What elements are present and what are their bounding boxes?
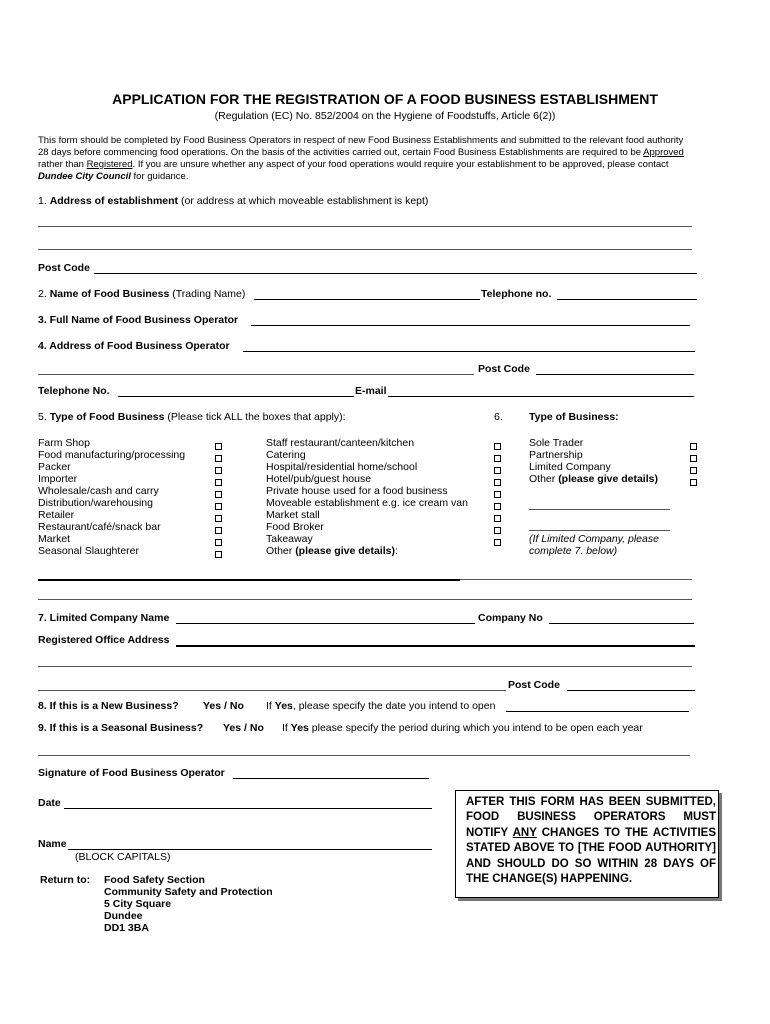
email-field[interactable]: [388, 396, 694, 397]
q2-label: 2. Name of Food Business (Trading Name): [38, 288, 246, 300]
company-name-field[interactable]: [176, 623, 475, 624]
q6-item-2: Limited Company: [529, 461, 611, 473]
q5-col2-checkbox[interactable]: [494, 443, 501, 450]
operator-address-line-2[interactable]: [38, 374, 474, 375]
q7-postcode-label: Post Code: [508, 679, 560, 691]
q5-col1-checkbox[interactable]: [215, 443, 222, 450]
q5-col2-checkbox[interactable]: [494, 539, 501, 546]
q5-col1-item-3: Importer: [38, 473, 78, 485]
q4-label: 4. Address of Food Business Operator: [38, 340, 230, 352]
signature-field[interactable]: [233, 778, 429, 779]
q6-number: 6.: [494, 411, 503, 423]
q5-col2-checkbox[interactable]: [494, 479, 501, 486]
q8-label: 8. If this is a New Business?: [38, 700, 179, 712]
q6-note-line-2: complete 7. below): [529, 545, 618, 557]
q5-col1-item-9: Seasonal Slaughterer: [38, 545, 139, 557]
q5-label: 5. Type of Food Business (Please tick ALL the boxes that apply):: [38, 411, 346, 423]
q9-label: 9. If this is a Seasonal Business?: [38, 722, 204, 734]
contact-telephone-field[interactable]: [118, 396, 354, 397]
q5-col1-item-8: Market: [38, 533, 71, 545]
q5-col1-item-1: Food manufacturing/processing: [38, 449, 186, 461]
operator-name-field[interactable]: [251, 325, 690, 326]
q5-col1-checkbox[interactable]: [215, 527, 222, 534]
q5-other-details-field-2[interactable]: [38, 599, 692, 600]
change-notice-box: [455, 790, 719, 898]
intro-line-3: rather than Registered. If you are unsure whether any aspect of your food operations would require your establishment to be approved, please contact: [38, 159, 669, 170]
q4-postcode-label: Post Code: [478, 363, 530, 375]
q5-col1-item-2: Packer: [38, 461, 71, 473]
page-title: APPLICATION FOR THE REGISTRATION OF A FOOD BUSINESS ESTABLISHMENT: [112, 91, 658, 107]
q6-item-1: Partnership: [529, 449, 583, 461]
q6-label: Type of Business:: [529, 411, 619, 423]
signature-label: Signature of Food Business Operator: [38, 767, 225, 779]
intro-line-2: 28 days before commencing food operations. On the basis of the activities carried out, certain Food Business Establishments are required to be Approved: [38, 147, 684, 158]
q5-col1-item-5: Distribution/warehousing: [38, 497, 153, 509]
q5-col1-checkbox[interactable]: [215, 455, 222, 462]
return-address-line-3: Dundee: [104, 910, 143, 922]
q5-col2-item-4: Private house used for a food business: [266, 485, 448, 497]
q9-instruction: If Yes please specify the period during which you intend to be open each year: [282, 722, 643, 734]
q5-col2-item-0: Staff restaurant/canteen/kitchen: [266, 437, 415, 449]
q5-col2-checkbox[interactable]: [494, 491, 501, 498]
q5-col2-item-2: Hospital/residential home/school: [266, 461, 418, 473]
q6-note-line-1: (If Limited Company, please: [529, 533, 659, 545]
operator-address-line-1[interactable]: [243, 351, 695, 352]
q5-other-details-field[interactable]: [38, 579, 460, 581]
q5-col1-item-7: Restaurant/café/snack bar: [38, 521, 161, 533]
q5-col1-checkbox[interactable]: [215, 503, 222, 510]
q5-col2-checkbox[interactable]: [494, 467, 501, 474]
q5-col1-item-6: Retailer: [38, 509, 75, 521]
return-address-line-1: Community Safety and Protection: [104, 886, 273, 898]
q6-checkbox[interactable]: [690, 467, 697, 474]
q1-postcode-field[interactable]: [94, 273, 697, 274]
q7-postcode-field[interactable]: [567, 690, 695, 691]
registered-office-label: Registered Office Address: [38, 634, 170, 646]
block-capitals-note: (BLOCK CAPITALS): [75, 851, 171, 863]
q8-yes-no[interactable]: Yes / No: [203, 700, 244, 712]
q5-col2-checkbox[interactable]: [494, 455, 501, 462]
q6-item-0: Sole Trader: [529, 437, 584, 449]
date-field[interactable]: [64, 808, 432, 809]
q5-col1-item-0: Farm Shop: [38, 437, 90, 449]
q2-telephone-field[interactable]: [557, 299, 697, 300]
q4-postcode-field[interactable]: [536, 374, 694, 375]
q5-col2-other: Other (please give details):: [266, 545, 398, 557]
q5-col1-checkbox[interactable]: [215, 491, 222, 498]
company-no-label: Company No: [478, 612, 543, 624]
email-label: E-mail: [355, 385, 387, 397]
q5-col2-item-8: Takeaway: [266, 533, 313, 545]
q5-other-details-field-cont[interactable]: [460, 579, 692, 580]
q5-col2-checkbox[interactable]: [494, 515, 501, 522]
company-no-field[interactable]: [549, 623, 694, 624]
q6-checkbox[interactable]: [690, 443, 697, 450]
contact-telephone-label: Telephone No.: [38, 385, 110, 397]
q1-postcode-label: Post Code: [38, 262, 90, 274]
q2-telephone-label: Telephone no.: [481, 288, 552, 300]
q6-other-details-field-2[interactable]: [529, 530, 670, 531]
date-label: Date: [38, 797, 61, 809]
return-address-line-4: DD1 3BA: [104, 922, 149, 934]
intro-line-4: Dundee City Council for guidance.: [38, 171, 189, 182]
name-label: Name: [38, 838, 67, 850]
return-address-line-2: 5 City Square: [104, 898, 172, 910]
q1-address-line-2[interactable]: [38, 249, 692, 250]
seasonal-period-field[interactable]: [38, 755, 690, 756]
q5-col2-item-7: Food Broker: [266, 521, 324, 533]
q5-col1-checkbox[interactable]: [215, 467, 222, 474]
registered-office-field-2[interactable]: [38, 666, 692, 667]
q5-col1-checkbox[interactable]: [215, 539, 222, 546]
q8-instruction: If Yes, please specify the date you intend to open: [266, 700, 496, 712]
change-notice-text: AFTER THIS FORM HAS BEEN SUBMITTED, FOOD BUSINESS OPERATORS MUST NOTIFY ANY CHANGES TO THE ACTIVITIES STATED ABOVE TO [THE FOOD AUTHORITY] AND SHOULD DO SO WITHIN 28 DAYS OF THE CHANGE(S) HAPPENING.: [466, 796, 716, 886]
opening-date-field[interactable]: [506, 711, 689, 712]
q9-yes-no[interactable]: Yes / No: [223, 722, 264, 734]
page-subtitle: (Regulation (EC) No. 852/2004 on the Hygiene of Foodstuffs, Article 6(2)): [214, 110, 556, 122]
q6-other-details-field[interactable]: [529, 509, 670, 510]
q1-label: 1. Address of establishment (or address at which moveable establishment is kept): [38, 195, 429, 207]
registered-office-field[interactable]: [176, 645, 695, 647]
q1-address-line-1[interactable]: [38, 226, 692, 227]
q5-col1-checkbox[interactable]: [215, 551, 222, 558]
registered-office-field-3[interactable]: [38, 690, 506, 691]
trading-name-field[interactable]: [254, 299, 480, 300]
intro-line-1: This form should be completed by Food Business Operators in respect of new Food Business Establishments and submitted to the relevant food authority: [38, 135, 684, 146]
q5-col2-item-5: Moveable establishment e.g. ice cream van: [266, 497, 468, 509]
q5-col1-checkbox[interactable]: [215, 515, 222, 522]
q6-checkbox[interactable]: [690, 455, 697, 462]
q5-col2-item-3: Hotel/pub/guest house: [266, 473, 372, 485]
q6-checkbox[interactable]: [690, 479, 697, 486]
name-field[interactable]: [68, 849, 432, 850]
q5-col2-checkbox[interactable]: [494, 527, 501, 534]
q5-col2-item-6: Market stall: [266, 509, 320, 521]
q5-col2-item-1: Catering: [266, 449, 306, 461]
q5-col1-item-4: Wholesale/cash and carry: [38, 485, 159, 497]
q3-label: 3. Full Name of Food Business Operator: [38, 314, 239, 326]
return-address-line-0: Food Safety Section: [104, 874, 205, 886]
return-to-label: Return to:: [40, 874, 91, 886]
q5-col1-checkbox[interactable]: [215, 479, 222, 486]
q5-col2-checkbox[interactable]: [494, 503, 501, 510]
q7-label: 7. Limited Company Name: [38, 612, 170, 624]
q6-item-other: Other (please give details): [529, 473, 658, 485]
